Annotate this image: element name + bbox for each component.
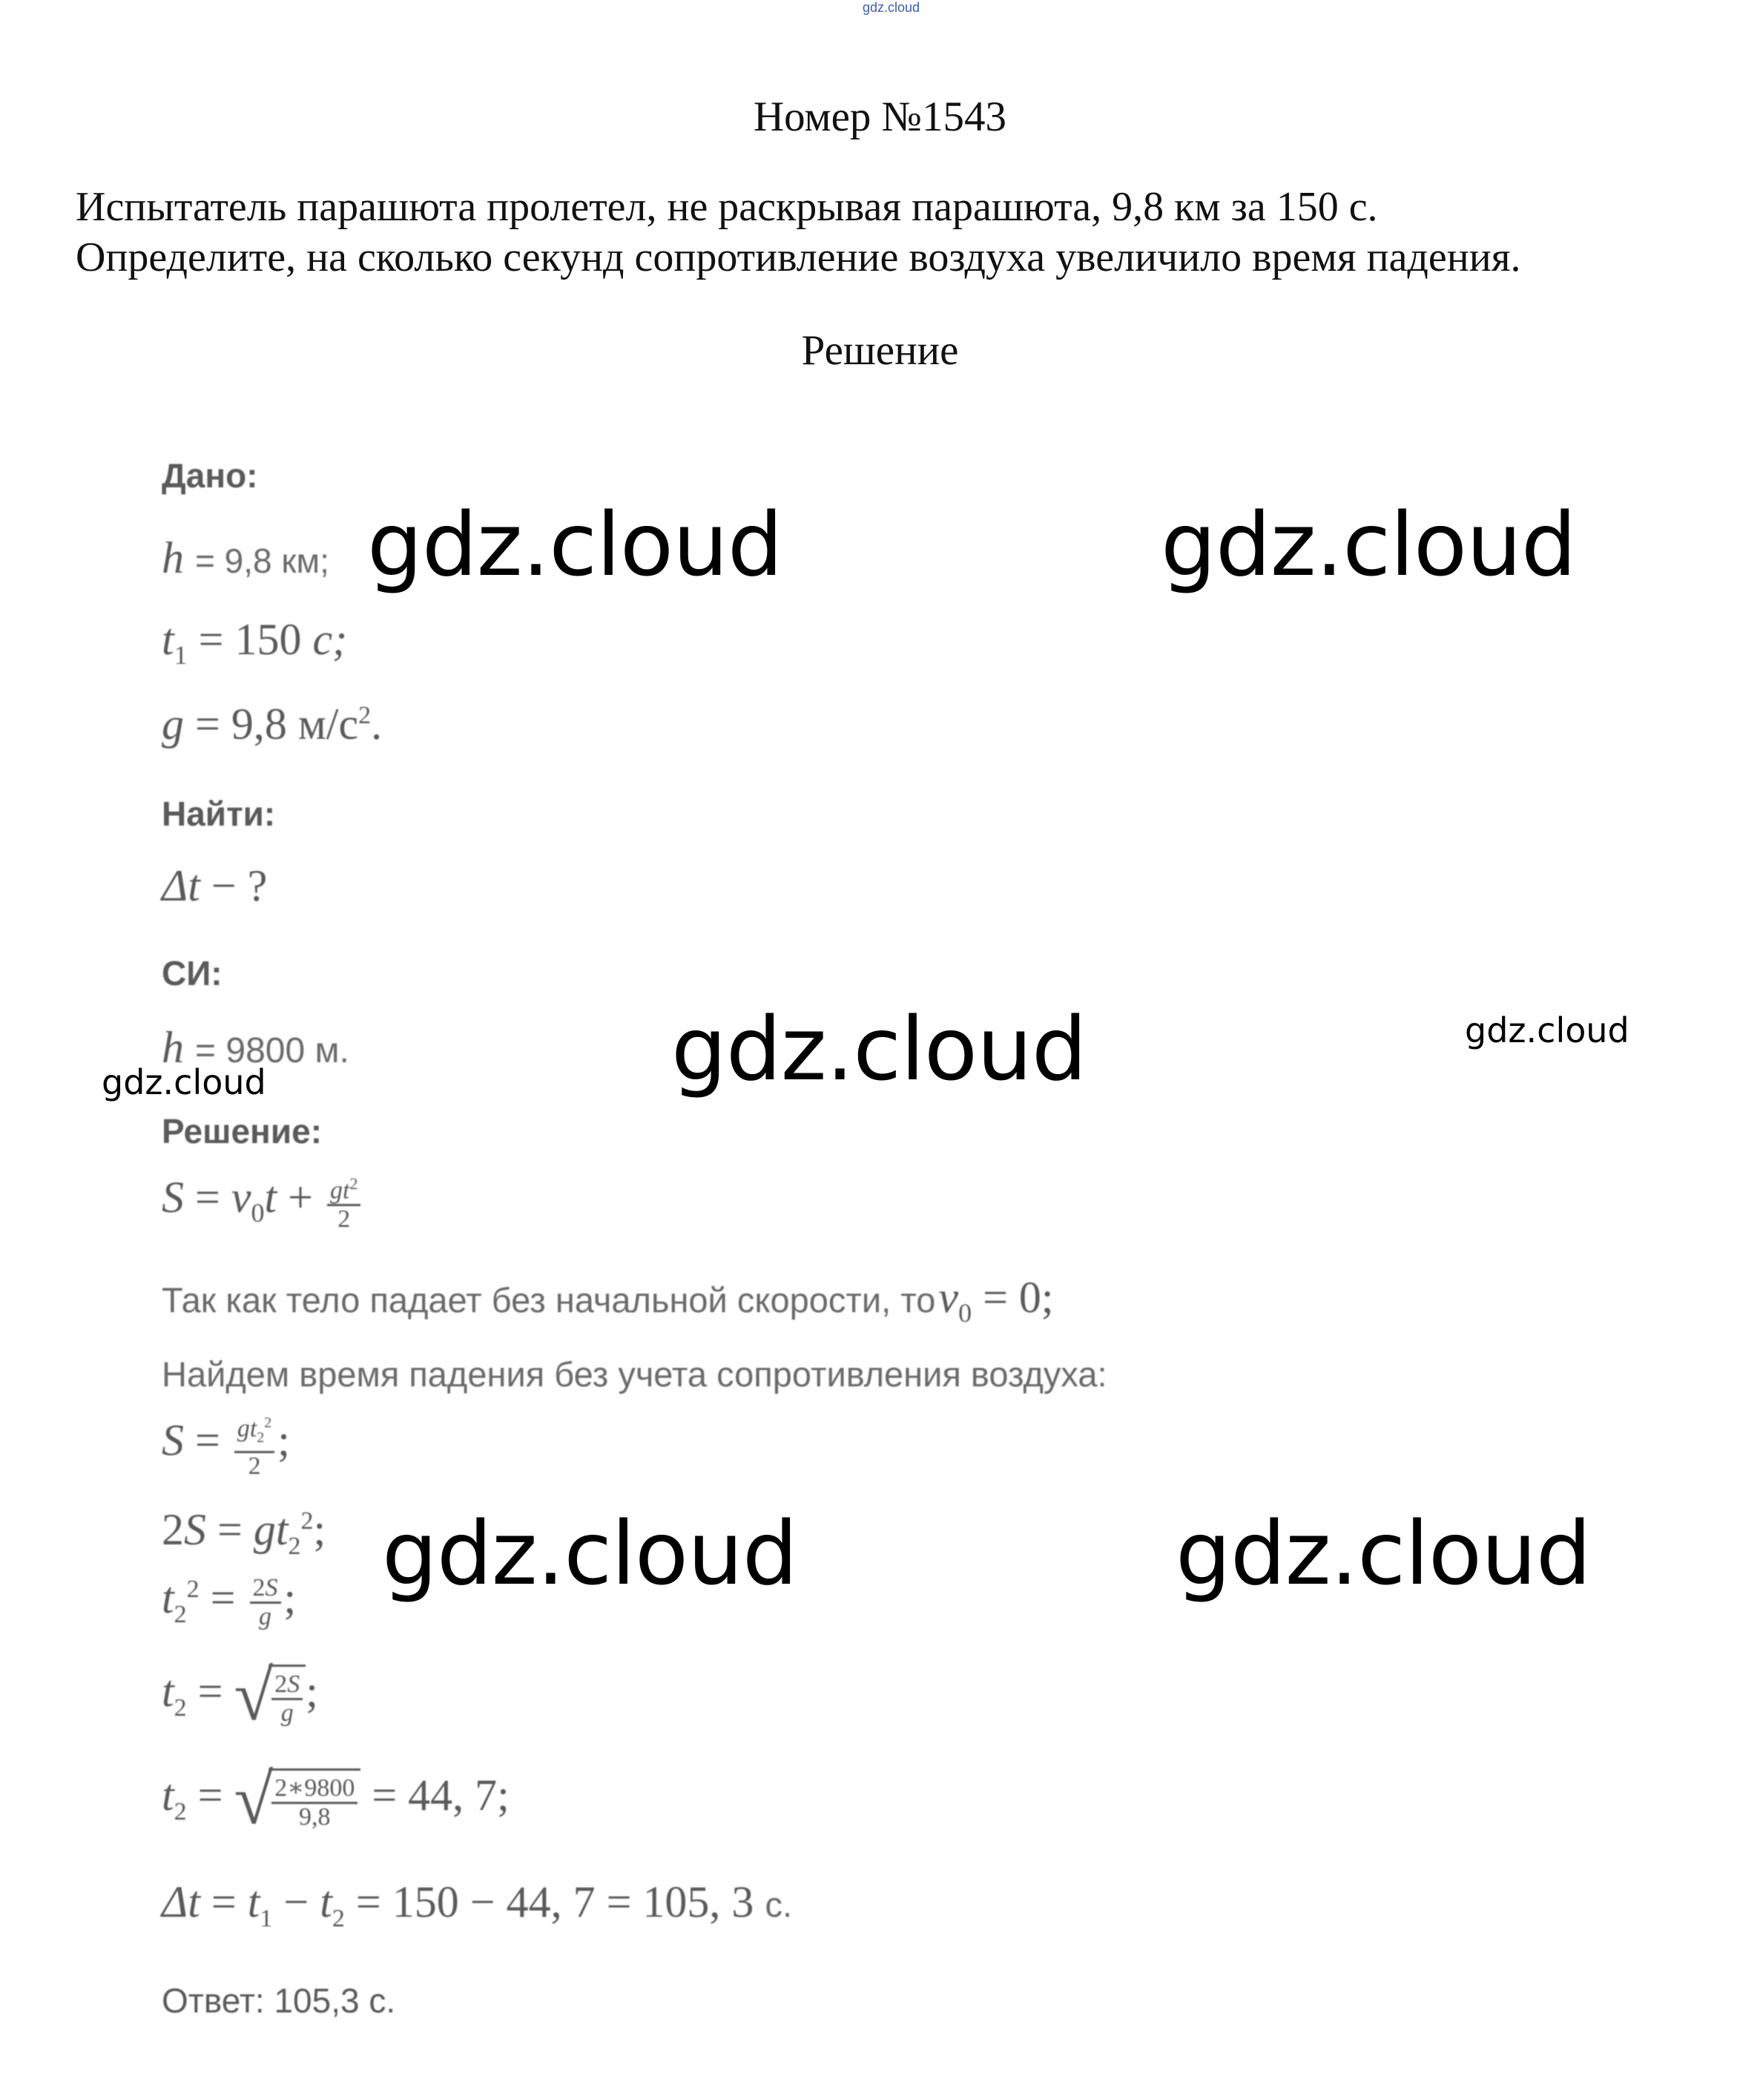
given-g-value: = 9,8 м/с [195,700,359,748]
formula-2s: $2S = gt_2^2$; [162,1505,326,1560]
given-h: h = 9,8 км; [162,533,329,582]
watermark: gdz.cloud [367,493,782,596]
problem-line-2: Определите, на сколько секунд сопротивление воздуха увеличило время падения. [76,234,1521,280]
solution-heading: Решение [801,327,959,374]
watermark: gdz.cloud [102,1062,266,1102]
watermark: gdz.cloud [1465,1010,1629,1050]
formula-s-t2: S = $\frac{gt_2^2}{2}$ ; [162,1409,290,1480]
formula-s: $S = v_0t$ + $\frac{gt^2}{2}$ [162,1171,363,1233]
t2-result: = 44, 7; [372,1770,510,1820]
watermark: gdz.cloud [671,998,1087,1100]
fraction-2s-over-g: $\frac{2S}{g}$ [250,1575,281,1630]
given-label: Дано: [162,456,258,495]
watermark: gdz.cloud [1161,493,1576,596]
solution-label: Решение: [162,1112,323,1151]
si-h: h = 9800 м. [162,1023,349,1072]
problem-statement [76,182,1520,283]
text-find-time: Найдем время падения без учета сопротивления воздуха: [162,1355,1107,1394]
watermark: gdz.cloud [382,1502,797,1604]
given-g: g = 9,8 $м/с^2$. [162,700,383,748]
dt-unit: с. [765,1885,792,1924]
find-label: Найти: [162,794,276,833]
formula-t2-value: $t_2$ = √ $\frac{2∗9800}{9,8}$ = 44, 7; [162,1760,510,1839]
formula-t2-sqrt: $t_2$ = √ $\frac{2S}{g}$ ; [162,1656,318,1735]
top-watermark: gdz.cloud [863,0,920,15]
dt-result: = 150 − 44, 7 = 105, 3 [355,1877,754,1926]
given-t1-value: = 150 [198,615,302,664]
text-v0-line: Так как тело падает без начальной скорости, то $v_0 = 0$; [162,1273,1054,1328]
given-t1: $t_1 = 150$ с; [162,615,348,670]
answer: Ответ: 105,3 с. [162,1981,396,2020]
si-label: СИ: [162,954,223,993]
given-h-value: = 9,8 км; [195,542,329,580]
formula-dt: $\Delta t = t_1 - t_2 = 150 - 44$, 7 = 105, 3 с. [162,1877,792,1932]
fraction-gt2-over-2: $\frac{gt^2}{2}$ [327,1171,360,1233]
formula-t22: $t_2^2$ = $\frac{2S}{g}$ ; [162,1573,297,1630]
text-v0: Так как тело падает без начальной скорости, то [162,1280,936,1320]
fraction-gt22-over-2: $\frac{gt_2^2}{2}$ [234,1409,274,1480]
problem-line-1: Испытатель парашюта пролетел, не раскрывая парашюта, 9,8 км за 150 с. [76,184,1378,230]
given-t1-unit: с; [312,615,348,664]
page-title: Номер №1543 [753,93,1007,140]
watermark: gdz.cloud [1176,1502,1591,1604]
sqrt-numeric: √ $\frac{2∗9800}{9,8}$ [234,1764,361,1835]
solution-image [162,445,1423,2040]
sqrt-2s-over-g: √ $\frac{2S}{g}$ [234,1660,306,1731]
find-dt: Δt − ? [162,861,268,910]
si-h-value: = 9800 м. [195,1031,349,1070]
